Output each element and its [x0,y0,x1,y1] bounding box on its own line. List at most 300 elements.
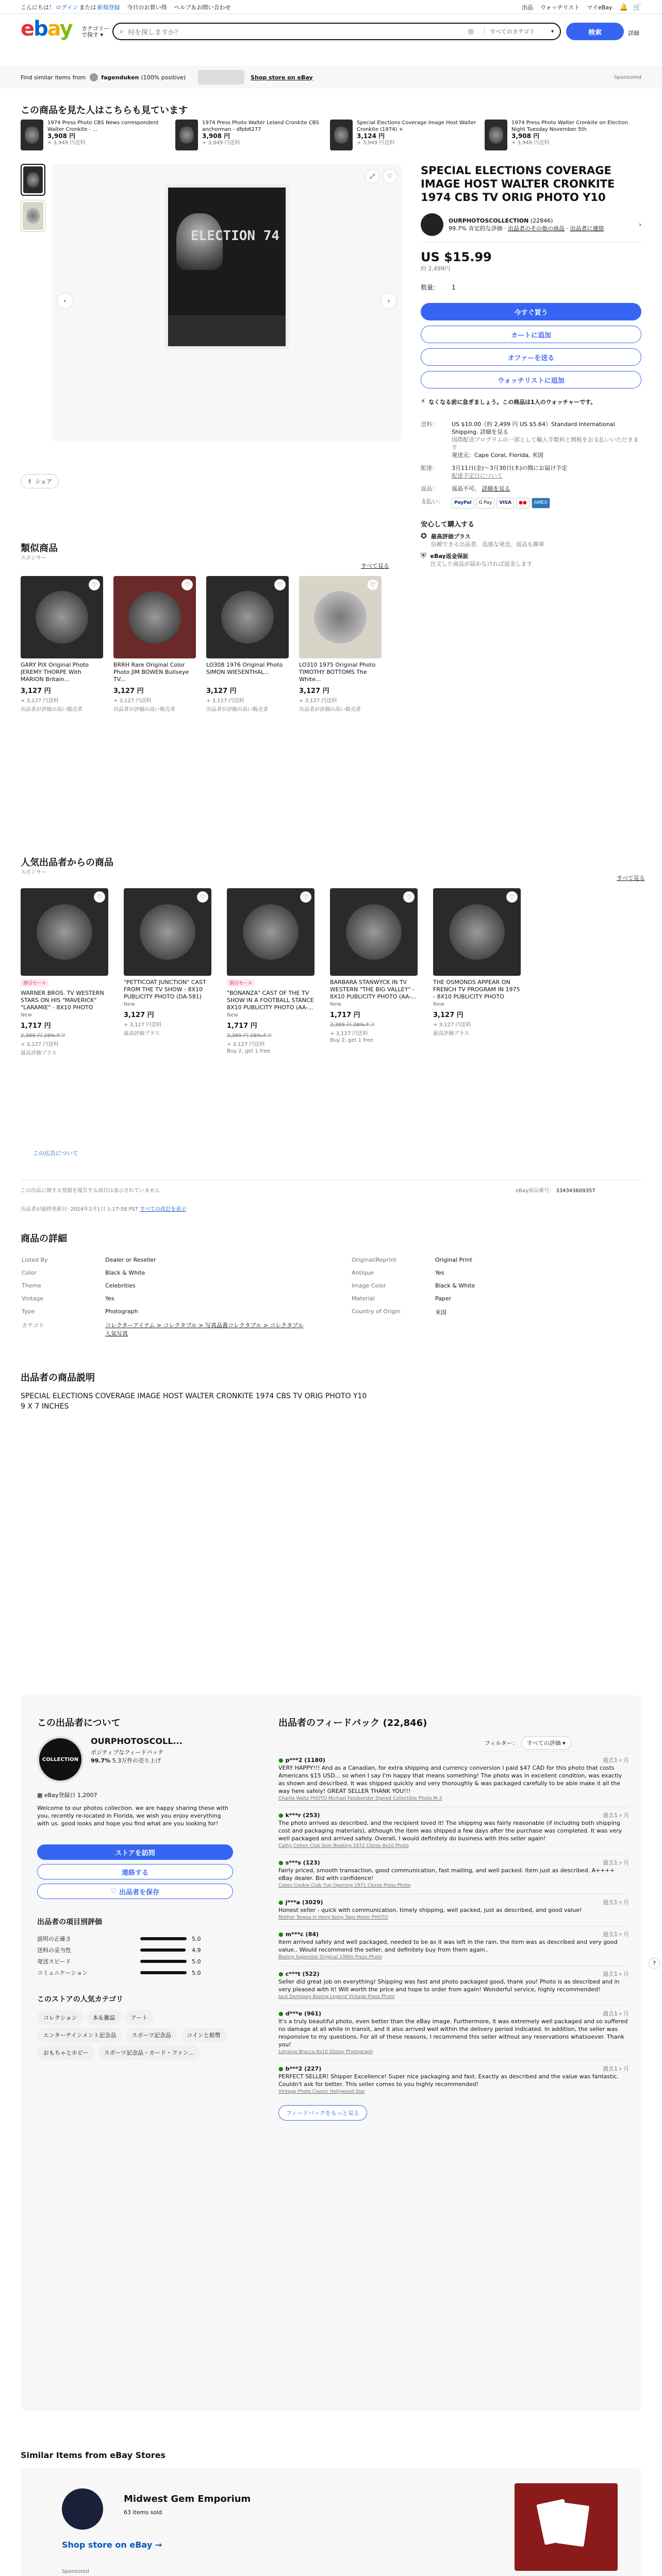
popular-ship: + 3,127 円送料 [124,1022,162,1028]
related-see-all[interactable]: すべて見る [361,563,389,569]
seen-item-price: 3,124 円 [357,132,385,140]
rating-value: 4.9 [192,1946,201,1954]
price-approx: 約 2,499円 [421,265,450,272]
related-title-text: BRRH Rare Original Color Photo JIM BOWEN Bullseye TV... [113,662,189,683]
signin-link[interactable]: ログイン [56,4,78,11]
similar-seller-rating: (100% positive) [141,74,186,81]
related-title-text: LO310 1975 Original Photo TIMOTHY BOTTOMS The White... [299,662,376,683]
main-photo[interactable] [165,184,289,349]
category-chip[interactable]: コインと紙幣 [180,2028,227,2042]
about-seller-sold: 5.3万件の売り上げ [112,1757,161,1764]
store-sponsored: Sponsored [62,2569,89,2574]
popular-card[interactable] [21,888,108,1056]
feedback-text: Item arrived safely and well packaged, needed to be as it was left in the rain, the item was as described and very good value.. Would recommend the seller, and definitely buy from them again.. [278,1939,618,1953]
rating-label: 発送スピード [37,1958,71,1965]
feedback-text: It's a truly beautiful photo, even better than the eBay image. Furthermore, it was extremely well packaged and so suffered no damage at all while in transit, and it also arrived well within the delivery period indicated. In addition, the seller was responsive to my questions. For all of these reasons, I recommend this seller without any reservations whatsoever. Thank you! [278,2018,628,2048]
spec-key: カテゴリ [22,1322,44,1329]
save-seller-label: 出品者を保存 [119,1888,160,1896]
feedback-when: 過去1ヶ月 [603,2010,629,2017]
popular-sponsored: スポンサー [21,870,46,875]
popular-card[interactable] [433,888,521,1037]
heart-icon[interactable]: ♡ [197,891,208,903]
rating-bar [140,1971,187,1974]
returns-link[interactable]: 詳細を見る [482,485,510,492]
feedback-item: ● j***a (3029) 過去1ヶ月 Honest seller - quick with communication, timely shipping, well packed, just as described, and good value! Mother Teresa in Hong Kong Taps Mater PHOTO [278,1894,629,1926]
feedback-item: ● m***c (84) 過去1ヶ月 Item arrived safely and well packaged, needed to be as it was left in the rain, the item was as described and very good value.. Would recommend the seller, and definitely buy from them again.. Boxing Superstar Original 1960s Press Photo [278,1926,629,1965]
item-thumbnail [175,120,198,150]
seen-item-title: 1974 Press Photo CBS News correspondent Walter Cronkite - ... [47,120,159,132]
report-text[interactable]: この出品に関する情報を報告する項目は表示されていません [21,1188,160,1194]
spec-value: Black & White [435,1282,475,1289]
urgency-notice [421,398,641,406]
seller-logo[interactable]: COLLECTION [37,1736,84,1783]
popular-ship: + 3,127 円送料 [330,1031,368,1037]
last-update [21,1205,186,1212]
popular-title-text: WARNER BROS. TV WESTERN STARS ON HIS "MAVERICK" "LARAMIE" - 8X10 PHOTO [21,990,104,1011]
popular-title-text: "BONANZA" CAST OF THE TV SHOW IN A FOOTBALL STANCE 8X10 PUBLICITY PHOTO (AA-... [227,990,314,1011]
feedback-item-link[interactable]: Mother Teresa in Hong Kong Taps Mater PHOTO [278,1915,388,1920]
seen-item[interactable] [485,120,639,150]
heart-icon: ♡ [110,1887,117,1895]
feedback-when: 過去1ヶ月 [603,1971,629,1977]
popular-card[interactable] [227,888,315,1054]
spec-key: Listed By [22,1257,48,1263]
search-bar [112,23,561,40]
popular-card[interactable] [330,888,418,1043]
shipping-label: 送料： [421,421,438,428]
description-title: 出品者の商品説明 [21,1372,95,1383]
popular-price: 1,717 円 [330,1011,360,1019]
popular-title-text: BARBARA STANWYCK IN TV WESTERN "THE BIG VALLEY" - 8X10 PUBLICITY PHOTO (AA-... [330,979,417,1000]
feedback-item-link[interactable]: Boxing Superstar Original 1960s Press Photo [278,1955,382,1960]
trust-line2b: 注文した商品が届かなければ返金します [430,561,533,567]
heart-icon[interactable]: ♡ [300,891,311,903]
related-tag: 出品者が評価の高い販売者 [299,707,361,713]
trust-block [421,521,641,568]
category-select[interactable]: すべてのカテゴリ [484,27,551,36]
popular-image [21,888,108,976]
related-ship: + 3,127 円送料 [113,698,152,704]
rating-bar [140,1948,187,1952]
feedback-user: c***t (522) [285,1971,320,1977]
item-number-label: eBay商品番号： [516,1188,555,1194]
category-chip[interactable]: スポーツ記念品 [125,2028,177,2042]
about-seller-sub: ポジティブなフィードバック [91,1749,164,1756]
sponsored-label: Sponsored [614,74,641,80]
seen-item-ship: + 3,949 円送料 [511,140,550,146]
related-ship: + 3,127 円送料 [21,698,59,704]
popular-image [330,888,418,976]
rating-bar [140,1937,187,1940]
visit-store-button[interactable]: ストアを訪問 [37,1844,233,1860]
ship-from: 発送元：Cape Coral, Florida, 米国 [452,452,543,459]
sell-link[interactable]: 出品 [521,4,533,11]
similar-items-bar [0,66,662,89]
heart-icon[interactable]: ♡ [383,169,397,183]
popular-seller: 最高評価プラス [433,1031,469,1037]
more-feedback-button[interactable]: フィードバックをもっと見る [278,2105,367,2121]
urgency-text: なくなる前に急ぎましょう。この商品は1人のウォッチャーです。 [428,399,597,405]
popular-cond: New [21,1012,32,1018]
popular-image [433,888,521,976]
help-link[interactable]: ヘルプ＆お問い合わせ [174,4,231,11]
feedback-title-text: 出品者のフィードバック [278,1718,380,1728]
advanced-search-link[interactable]: 詳細 [628,30,639,37]
popular-cond: New [433,1002,444,1007]
description-text: SPECIAL ELECTIONS COVERAGE IMAGE HOST WALTER CRONKITE 1974 CBS TV ORIG PHOTO Y10 [21,1392,367,1400]
related-tag: 出品者が評価の高い販売者 [113,707,175,713]
popular-cond: New [227,1012,238,1018]
popular-ship: + 3,127 円送料 [227,1042,265,1047]
heart-icon[interactable]: ♡ [506,891,518,903]
spec-key: Image Color [352,1282,386,1289]
feedback-item-link[interactable]: Cathy Cohen Club Spin Bowling 1972 Clorox 8x10 Photo [278,1843,409,1849]
filter-label: フィルター： [485,1740,518,1747]
category-chip[interactable]: スポーツ記念品・カード・ファン... [98,2045,201,2060]
share-label: シェア [35,478,52,485]
popular-cond: New [124,1002,135,1007]
feedback-item: ● p***2 (1180) 過去1ヶ月 VERY HAPPY!!! And as a Canadian, for extra shipping and currency conversion I paid $47 CAD for this photo that costs Americans $15 USD... so when I say I'm happy that means something! The photo was in excellent condition, was exactly as shown and described. It was shipped quickly and very thoroughly & was packaged carefully to be able make it all the way here safely! GREAT SELLER THANK YOU!!! Charlie Waltz PHOTO Michael Fassbender Signed Collectible Photo M-3 [278,1752,629,1807]
related-card[interactable] [299,576,382,713]
contact-seller-link[interactable]: 出品者に連絡 [570,225,604,232]
cats-chips [37,2010,233,2063]
item-number [516,1186,595,1194]
seller-blurb: Welcome to our photos collection. we are happy sharing these with you, recently re-located in Florida, we wish you enjoy everything with us. good looks and hope you find what are you looking for! [37,1805,228,1827]
seller-name[interactable]: OURPHOTOSCOLLECTION [449,217,529,224]
feedback-when: 過去1ヶ月 [603,1899,629,1906]
seen-item-price: 3,908 円 [511,132,540,140]
product-title: SPECIAL ELECTIONS COVERAGE IMAGE HOST WALTER CRONKITE 1974 CBS TV ORIG PHOTO Y10 [421,164,615,204]
joined [37,1791,97,1799]
category-chip[interactable]: エンターテインメント記念品 [37,2028,122,2042]
heart-icon[interactable]: ♡ [274,579,286,590]
price: US $15.99 [421,250,492,264]
related-title-text: GARY PIX Original Photo JEREMY THORPE With MARION Britain... [21,662,89,683]
related-tag: 出品者が評価の高い販売者 [21,707,82,713]
feedback-item: ● c***t (522) 過去1ヶ月 Seller did great job on everything! Shipping was fast and photo packaged good, thank you! Photo is as described and in very pleased with it! Will worth the price and hope to order from again! Wonderful service, highly recommended! Jack Dempsey Boxing Legend Vintage Press Photo [278,1965,629,2005]
spec-value: Yes [435,1269,444,1276]
related-price: 3,127 円 [299,687,329,695]
category-shop-button[interactable]: カテゴリー で探す ▾ [81,25,110,38]
rating-label: 説明の正確さ [37,1936,71,1942]
feedback-user: j***a (3029) [285,1899,323,1906]
spec-value: Photograph [105,1308,138,1315]
expand-icon[interactable]: ⤢ [365,169,379,183]
ebay-logo[interactable]: ebay [21,17,72,41]
popular-price: 3,127 円 [124,1011,154,1019]
chevron-right-icon[interactable]: › [639,221,641,228]
popular-was: 2,389 円 28%オフ [227,1033,272,1039]
watchlist-link[interactable]: ウォッチリスト [540,4,580,11]
spec-key: Country of Origin [352,1308,401,1315]
spec-value: Celebrities [105,1282,136,1289]
share-button[interactable] [21,474,59,488]
feedback-item-link[interactable]: Charlie Waltz PHOTO Michael Fassbender Signed Collectible Photo M-3 [278,1796,442,1801]
popular-items [21,888,641,1056]
spec-key: Material [352,1295,375,1302]
greeting: こんにちは！ [21,4,55,11]
ratings-list [37,1933,233,1978]
spec-key: Antique [352,1269,374,1276]
joined-label: eBay登録日 [44,1792,76,1799]
related-sponsored: スポンサー [21,555,46,561]
store-product-image [515,2483,618,2571]
returns-value: 返品不可。 [452,485,480,492]
popular-ship: + 3,127 円送料 [21,1042,59,1047]
next-image-icon[interactable]: › [380,293,397,309]
feedback-item: ● d***e (961) 過去1ヶ月 It's a truly beautiful photo, even better than the eBay image. Furthermore, it was extremely well packaged and so suffered no damage at all while in transit, and it also arrived well within the delivery period indicated. In addition, the seller was responsive to my questions. For all of these reasons, I recommend this seller without any reservations whatsoever. Thank you! Lorraine Bracco 8x10 Glossy Photograph [278,2005,629,2060]
contact-button[interactable]: 連絡する [37,1864,233,1879]
search-button[interactable]: 検索 [566,23,624,40]
store-thumbnail [198,70,244,84]
my-ebay-link[interactable]: マイeBay [587,4,613,11]
popular-seller: Buy 2, get 1 free [330,1038,373,1043]
related-price: 3,127 円 [206,687,237,695]
cats-title: このストアの人気カテゴリ [37,1995,124,2004]
feedback-count: (22,846) [383,1718,427,1728]
store-promo-title: Similar Items from eBay Stores [21,2450,166,2460]
about-seller-title: この出品者について [37,1718,121,1728]
spec-value: Black & White [105,1269,145,1276]
or-text: または [79,4,96,11]
item-number-value: 334343609357 [556,1188,595,1194]
related-items [21,576,392,713]
feedback-user: m***c (84) [285,1931,319,1938]
popular-ship: + 3,127 円送料 [433,1022,471,1028]
category-chip[interactable]: コレクション [37,2010,84,2025]
quantity-row [421,283,641,292]
paypal-icon: PayPal [452,498,474,509]
popular-card[interactable] [124,888,211,1037]
feedback-item-link[interactable]: Lorraine Bracco 8x10 Glossy Photograph [278,2049,373,2055]
popular-title: 人気出品者からの商品 [21,857,113,868]
seen-item[interactable] [175,120,330,150]
seen-item-ship: + 3,949 円送料 [202,140,240,146]
gallery-thumb-1[interactable] [21,164,45,196]
rating-label: 送料の妥当性 [37,1947,71,1954]
add-watchlist-button[interactable]: ウォッチリストに追加 [421,371,641,388]
heart-icon[interactable]: ♡ [403,891,415,903]
category-chip[interactable]: アート [125,2010,154,2025]
spec-value: 米国 [435,1309,446,1316]
feedback-when: 過去1ヶ月 [603,1931,629,1938]
feedback-text: PERFECT SELLER! Shipper Excellence! Super nice packaging and fast. Exactly as described and the value was fantastic. Couldn't ask for better. This seller comes to you highly recommended! [278,2073,619,2088]
search-icon: ⌕ [120,27,124,36]
similar-label: Find similar items from [21,74,86,81]
related-title-text: LO308 1976 Original Photo SIMON WIESENTHAL... [206,662,283,675]
description-body [21,1391,367,1412]
feedback-title [278,1716,427,1729]
quantity-label: 数量： [421,284,440,291]
popular-was: 2,389 円 28%オフ [21,1033,65,1039]
chevron-down-icon: ▾ [551,28,554,35]
rating-value: 5.0 [192,1935,201,1942]
shop-store-link[interactable]: Shop store on eBay [251,74,313,81]
search-input[interactable]: 何を探しますか？ [127,28,181,37]
visa-icon: VISA [496,498,514,509]
popular-seller: Buy 2, get 1 free [227,1048,270,1054]
election-sign: ELECTION 74 [190,228,279,244]
camera-icon[interactable]: ◎ [468,27,474,36]
feedback-item: ● b***2 (227) 過去1ヶ月 PERFECT SELLER! Shipper Excellence! Super nice packaging and fast. Exactly as described and the value was fantastic. Couldn't ask for better. This seller comes to you highly recommended! Vintage Photo Classic Hollywood Star [278,2060,629,2100]
add-to-cart-button[interactable]: カートに追加 [421,326,641,343]
related-card[interactable] [206,576,289,713]
seller-pct: 99.7% 肯定的な評価 [449,225,503,232]
seen-item-ship: + 3,949 円送料 [47,140,86,146]
store-promo-card[interactable] [21,2468,641,2576]
feedback-item-link[interactable]: Vintage Photo Classic Hollywood Star [278,2089,365,2094]
popular-seller: 最高評価プラス [124,1031,160,1037]
about-seller-card [37,1736,183,1783]
popular-price: 1,717 円 [21,1022,51,1030]
rating-value: 5.0 [192,1958,201,1965]
popular-seller: 最高評価プラス [21,1050,57,1056]
related-ship: + 3,127 円送料 [206,698,244,704]
sale-badge: 割引セール [227,979,255,987]
filter-value: すべての評価 [526,1740,561,1747]
trust-title: 安心して購入する [421,521,475,529]
gallery-thumb-2[interactable] [21,200,45,232]
feedback-text: Honest seller - quick with communication, timely shipping, well packed, just as described, and good value! [278,1907,582,1913]
related-price: 3,127 円 [113,687,144,695]
seller-count: (22846) [530,217,553,224]
related-ship: + 3,127 円送料 [299,698,337,704]
details-right-table [351,1253,639,1320]
feedback-user: d***e (961) [285,2010,322,2017]
item-thumbnail [485,120,507,150]
popular-was: 2,389 円 28%オフ [330,1022,375,1028]
seen-title: この商品を見た人はこちらも見ています [21,105,188,116]
spec-key: Vintage [22,1295,44,1302]
similar-seller[interactable]: fagenduken [101,74,139,81]
heart-icon[interactable]: ♡ [181,579,193,590]
last-update-text: 出品者が最終更新日: 2024年2月1日 1:17:58 PST [21,1207,139,1212]
related-tag: 出品者が評価の高い販売者 [206,707,268,713]
share-icon: ⇪ [27,478,32,485]
feedback-user: s***s (123) [285,1859,320,1866]
shield-icon: ⛨ [421,552,426,560]
heart-icon[interactable]: ♡ [94,891,105,903]
feedback-user: b***2 (227) [285,2065,322,2072]
heart-icon[interactable]: ♡ [367,579,378,590]
category-chip[interactable]: おもちゃとホビー [37,2045,95,2060]
seen-item-title: 1974 Press Photo Walter Cronkite on Election Night Tuesday November 5th [511,120,628,132]
spec-value: Original Print [435,1257,472,1263]
about-ad-link[interactable]: この広告について [33,1150,78,1157]
spec-value: Dealer or Reseller [105,1257,156,1263]
seller-card: OURPHOTOSCOLLECTION (22846) 99.7% 肯定的な評価 · 出品者のその他の商品 · 出品者に連絡 › [421,213,641,243]
category-chip[interactable]: 本＆雑誌 [87,2010,122,2025]
feedback-text: VERY HAPPY!!! And as a Canadian, for extra shipping and currency conversion I paid $47 CAD for this photo that costs Americans $15 USD... so when I say I'm happy that means something! The photo was in excellent condition, was exactly as shown and described. It was shipped quickly and very thoroughly & was packaged carefully to be able make it all the way here safely! GREAT SELLER THANK YOU!!! [278,1765,622,1794]
shipping-value: US $10.00（約 2,499 円 US $5.64）Standard International Shipping. 詳細を見る [452,421,615,435]
category-breadcrumb[interactable]: コレクターアイテム > コレクタブル > 写真品番コレクタブル > コレクタブル人気写真 [105,1322,304,1337]
shipping-sub: 国際配送プログラムの一部として輸入手数料と関税をお支払いいただきます [452,436,639,451]
spec-key: Original/Reprint [352,1257,396,1263]
store-link[interactable]: Shop store on eBay → [62,2540,162,2550]
popular-see-all[interactable]: すべて見る [617,875,645,882]
feedback-text: The photo arrived as described, and the recipient loved it! The shipping was fairly reasonable (if including both shipping cost and packaging materials), although the item was shipped a few days after the purchase was completed. It was very well packaged and arrived safely. Overall, I would definitely do business with this seller again! [278,1820,622,1842]
feedback-item-link[interactable]: Cokes Cookie Club 7up Opening 1971 Clorox Press Photo [278,1883,411,1888]
about-seller-pct: 99.7% [91,1757,111,1764]
spec-value: Yes [105,1295,114,1302]
item-thumbnail [330,120,353,150]
popular-price: 3,127 円 [433,1011,464,1019]
delivery-value: 3月11日(金)～3月30日(木)の間にお届け予定 [452,465,568,471]
feedback-when: 過去1ヶ月 [603,1812,629,1819]
joined-value: 1,2007 [77,1792,97,1799]
register-link[interactable]: 新規登録 [97,4,120,11]
lightning-icon: ⚡ [421,398,426,405]
quantity-value[interactable]: 1 [452,283,456,291]
delivery-sub[interactable]: 配達予定日について [452,472,503,479]
related-card[interactable] [21,576,103,713]
seen-items [21,120,641,150]
sale-badge: 割引セール [21,979,48,987]
purchase-panel [421,164,641,568]
seen-item[interactable] [330,120,485,150]
bell-icon[interactable]: 🔔 [619,3,628,11]
popular-title-text: "PETTICOAT JUNCTION" CAST FROM THE TV SHOW - 8X10 PUBLICITY PHOTO (DA-581) [124,979,206,1000]
about-seller-name[interactable]: OURPHOTOSCOLL... [91,1736,183,1746]
spec-key: Theme [22,1282,41,1289]
trust-line1: 最高評価プラス [431,533,471,540]
feedback-item-link[interactable]: Jack Dempsey Boxing Legend Vintage Press Photo [278,1994,395,1999]
feedback-text: Fairly priced, smooth transaction, good communication, fast mailing, and well packed. Item just as described. A++++ eBay dealer. Bid with confidence! [278,1867,615,1882]
related-card[interactable] [113,576,196,713]
cart-icon[interactable]: 🛒 [633,3,641,11]
help-icon[interactable]: ? [649,1958,660,1969]
feedback-text: Seller did great job on everything! Shipping was fast and photo packaged good, thank you! Photo is as described and in very pleased with it! Will worth the price and hope to order from again! Wonderful service, highly recommended! [278,1978,620,1993]
prev-image-icon[interactable]: ‹ [57,293,73,309]
seen-item[interactable] [21,120,175,150]
seen-item-title: 1974 Press Photo Walter Leland Cronkite CBS anchorman - dfpb6277 [202,120,319,132]
feedback-when: 過去1ヶ月 [603,1757,629,1764]
spec-key: Color [22,1269,37,1276]
seller-avatar [90,73,98,81]
popular-title-text: THE OSMONDS APPEAR ON FRENCH TV PROGRAM IN 1975 - 8X10 PUBLICITY PHOTO [433,979,520,1000]
rating-value: 5.0 [192,1969,201,1976]
popular-price: 1,717 円 [227,1022,257,1030]
seller-logo[interactable] [421,213,443,236]
seller-other-items[interactable]: 出品者のその他の商品 [507,225,565,232]
deals-link[interactable]: 今日のお買い得 [127,4,167,11]
feedback-filter [485,1736,571,1750]
spec-key: Type [22,1308,35,1315]
seen-item-ship: + 3,949 円送料 [357,140,395,146]
make-offer-button[interactable]: オファーを送る [421,348,641,366]
details-left-table [21,1253,309,1341]
revisions-link[interactable]: すべての改訂を表示 [140,1207,187,1212]
heart-icon[interactable]: ♡ [89,579,100,590]
trust-line1b: 信頼できる出品者、迅速な発送、返品も簡単 [431,541,544,548]
spec-value: Paper [435,1295,452,1302]
ratings-title: 出品者の項目別評価 [37,1918,102,1926]
amex-icon: AMEX [532,498,550,509]
details-title: 商品の詳細 [21,1233,67,1244]
buy-now-button[interactable]: 今すぐ買う [421,303,641,320]
feedback-when: 過去1ヶ月 [603,1859,629,1866]
delivery-label: 配達： [421,465,438,471]
gpay-icon: G Pay [476,498,495,509]
top-bar [21,3,641,11]
returns-label: 返品： [421,485,438,492]
related-price: 3,127 円 [21,687,51,695]
save-seller-button[interactable] [37,1884,233,1899]
popular-cond: New [330,1002,341,1007]
filter-select[interactable]: すべての評価 ▾ [521,1736,571,1750]
calendar-icon: ▦ [37,1792,43,1799]
related-title: 類似商品 [21,543,58,554]
